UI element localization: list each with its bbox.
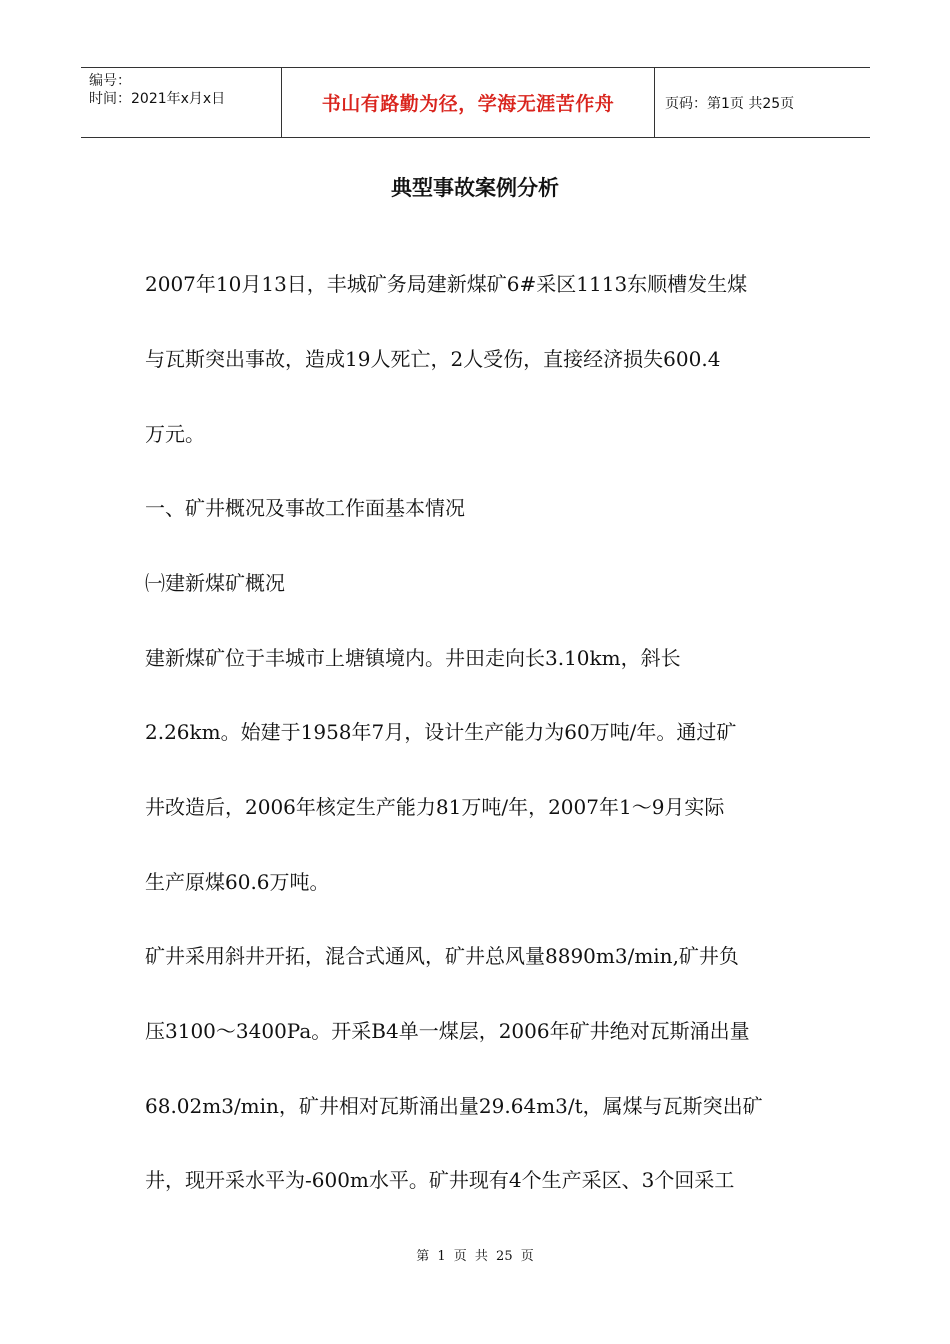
body-line: 2.26km。始建于1958年7月，设计生产能力为60万吨/年。通过矿 — [145, 720, 737, 744]
body-line: 2007年10月13日，丰城矿务局建新煤矿6#采区1113东顺槽发生煤 — [145, 272, 748, 296]
page-header — [81, 67, 870, 138]
body-line: 井改造后，2006年核定生产能力81万吨/年，2007年1～9月实际 — [145, 795, 725, 819]
body-line: 井，现开采水平为-600m水平。矿井现有4个生产采区、3个回采工 — [145, 1168, 735, 1192]
subsection-heading: ㈠建新煤矿概况 — [145, 571, 285, 595]
header-meta — [81, 68, 281, 137]
body-line: 生产原煤60.6万吨。 — [145, 870, 330, 894]
body-line: 与瓦斯突出事故，造成19人死亡，2人受伤，直接经济损失600.4 — [145, 347, 721, 371]
header-page-info: 页码：第1页 共25页 — [665, 95, 795, 112]
document-title: 典型事故案例分析 — [391, 176, 559, 200]
body-line: 压3100～3400Pa。开采B4单一煤层，2006年矿井绝对瓦斯涌出量 — [145, 1019, 750, 1043]
page-footer: 第 1 页 共 25 页 — [416, 1249, 534, 1264]
section-heading: 一、矿井概况及事故工作面基本情况 — [145, 496, 465, 520]
number-label: 编号： — [89, 73, 131, 89]
motto-text: 书山有路勤为径，学海无涯苦作舟 — [321, 93, 615, 115]
body-line: 矿井采用斜井开拓，混合式通风，矿井总风量8890m3/min,矿井负 — [145, 944, 739, 968]
body-line: 建新煤矿位于丰城市上塘镇境内。井田走向长3.10km，斜长 — [145, 646, 681, 670]
body-line: 68.02m3/min，矿井相对瓦斯涌出量29.64m3/t，属煤与瓦斯突出矿 — [145, 1094, 763, 1118]
body-line: 万元。 — [145, 422, 205, 446]
time-label: 时间：2021年x月x日 — [89, 91, 226, 107]
header-motto — [281, 68, 655, 137]
